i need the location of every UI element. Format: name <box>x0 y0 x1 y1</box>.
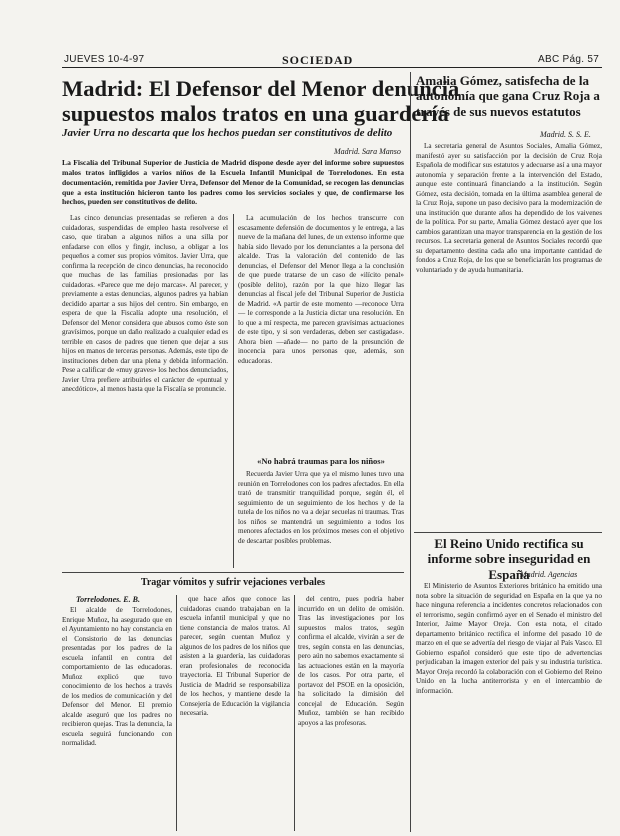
bottom-column-1-text: El alcalde de Torrelodones, Enrique Muñoz, ha asegurado que en el Ayuntamiento no hay constancia en el Consistorio de las denuncias presentadas por los padres de la escuela infantil en contra del comportamiento de las educadoras. Muñoz explicó que tuvo conocimiento de los hechos a través de los medios de comunicación y del Defensor del Menor. El premio alcalde aseguró que los padres no recibieron quejas. Tras la denuncia, la escuela seguirá funcionando con normalidad. <box>62 606 172 747</box>
right-column-divider <box>410 72 411 832</box>
main-column-2b <box>238 470 404 568</box>
main-headline-line1: Madrid: El Defensor del Menor denuncia <box>62 76 460 101</box>
bottom-column-3-text: del centro, pues podría haber incurrido en un delito de omisión. Tras las investigaciones por los supuestos malos tratos, según confirma el alcalde, vivirán a ser de tres, según consta en las denuncias, pero aún no sabemos exactamente si las actuaciones están en la mayoría de los casos. Por otra parte, el portavoz del PSOE en la oposición, ha solicitado la dimisión del concejal de Educación. Según Muñoz, también se han recibido apoyos a las profesoras. <box>298 595 404 727</box>
side1-body <box>416 142 602 530</box>
side1-body-text: La secretaria general de Asuntos Sociales, Amalia Gómez, manifestó ayer su satisfacción por la decisión de Cruz Roja Española de modificar sus estatutos y adecuarse así a una mayor autonomía y separación frente a la intervención del Estado, aunque este continuará financiando a la institución. Según Gómez, esta decisión, tomada en la última asamblea general de la Cruz Roja, supone un paso decisivo para la modernización de una institución que durante años ha dependido de los vaivenes de la política. Por su parte, Amalia Gómez destacó ayer que los cambios garantizan una mayor transparencia en la gestión de los recursos. La secretaria general de Asuntos Sociales recordó que su departamento destina cada año una importante cantidad de fondos a Cruz Roja, de los que se beneficiarán los programas de voluntariado y de ayuda humanitaria. <box>416 142 602 274</box>
main-byline: Madrid. Sara Manso <box>334 147 401 156</box>
bottom-column-3 <box>298 595 404 831</box>
inter-heading: Tragar vómitos y sufrir vejaciones verbales <box>140 577 326 588</box>
main-intro: La Fiscalía del Tribunal Superior de Justicia de Madrid dispone desde ayer del informe sobre supuestos malos tratos infligidos a varios niños de la Escuela Infantil Municipal de Torrelodones. En esta documentación, remitida por Javier Urra, Defensor del Menor de la Comunidad, se recogen las denuncias que a esta institución hicieron tanto los padres como los servicios sociales y que, de confirmarse los hechos, pueden ser constitutivos de delito. <box>62 158 404 207</box>
side2-headline: El Reino Unido rectifica su informe sobre inseguridad en España <box>427 536 591 582</box>
bottom-divider-1 <box>176 595 177 831</box>
bottom-column-1 <box>62 606 172 831</box>
side2-body <box>416 582 602 832</box>
side2-body-text: El Ministerio de Asuntos Exteriores británico ha emitido una nota sobre la situación de seguridad en España en la que ya no hace ninguna referencia a incidentes concretos relacionados con el terrorismo, según confirmó ayer en el Senado el ministro del Interior, Jaime Mayor Oreja. Con esta nota, el citado departamento británico rectifica el informe del pasado 10 de marzo en el que se advertía del riesgo de viajar al País Vasco. El Gobierno español consideró que este tipo de advertencias perjudicaban la imagen exterior del país y su industria turística. Mayor Oreja recordó la colaboración con el Gobierno del Reino Unido en la lucha antiterrorista y en el intercambio de información. <box>416 582 602 695</box>
page-date: JUEVES 10-4-97 <box>64 54 145 65</box>
side2-rule <box>414 532 602 533</box>
side1-headline: Amalia Gómez, satisfecha de la autonomía que gana Cruz Roja a través de sus nuevos estatutos <box>416 73 600 119</box>
header-rule <box>62 67 602 68</box>
bottom-byline: Torrelodones. E. B. <box>76 595 140 604</box>
inter-rule-top <box>62 572 404 573</box>
main-subhead: Javier Urra no descarta que los hechos puedan ser constitutivos de delito <box>62 127 393 139</box>
main-column-2-text: La acumulación de los hechos transcurre con escasamente defensión de documentos y le entrega, a las nueve de la mañana del lunes, de un extenso informe que había sido llevado por los denunciantes a la persona del alcalde. Tras la valoración del contenido de las denuncias, el Defensor del Menor llega a la conclusión de que puede tratarse de un caso de «ilícito penal» (posible delito), razón por la que hizo llegar las denuncias al fiscal jefe del Tribunal Superior de Justicia de Madrid. «A partir de este momento —reconoce Urra— le corresponde a la Justicia dictar una resolución. En lo que a mí respecta, me parecen gravísimas actuaciones de este tipo, y si son verdaderas, deben ser castigadas». Ahora bien —añade— no parto de la presunción de inocencia para unos personas que, además, son educadoras. <box>238 214 404 365</box>
bottom-column-2 <box>180 595 290 831</box>
bottom-divider-2 <box>294 595 295 831</box>
column-2-subheading: «No habrá traumas para los niños» <box>257 456 385 466</box>
bottom-column-2-text: que hace años que conoce las cuidadoras cuando trabajaban en la escuela infantil municipal y que no tiene constancia de malos tratos. Al parecer, según cuentan Muñoz y algunos de los padres de los niños que asisten a la guardería, las cuidadoras eran profesionales de reconocida trayectoria. El Tribunal Superior de Justicia de Madrid se responsabiliza de los hechos, y mantiene desde la Consejería de Educación la vigilancia necesaria. <box>180 595 290 717</box>
main-column-2b-text: Recuerda Javier Urra que ya el mismo lunes tuvo una reunión en Torrelodones con los padres afectados. En ella trató de transmitir tranquilidad porque, según él, el seguimiento de un seguimiento de los hechos y de la tutela de los niños no va a dejar secuelas ni traumas. Tras los niños se mantendrá un seguimiento a todos los menores afectados en los próximos meses con el objetivo de descartar posibles problemas. <box>238 470 404 545</box>
main-column-1-text: Las cinco denuncias presentadas se refieren a dos cuidadoras, suspendidas de empleo hasta resolverse el caso, que tiraban a algunos niños a una silla por enfadarse con ellos y fingir, incluso, a obligar a los pequeños a comer sus propios vómitos. Javier Urra, que confirma la recepción de cinco denuncias, ha reconocido que muchas de las familias presionadas por las cuidadoras. «Parece que me dejo marcas». Al parecer, y previamente a estas denuncias, algunos padres ya habían decidido apartar a sus hijos del centro. Sin embargo, en espera de que la Fiscalía adopte una resolución, el Defensor del Menor considera que abusos como éste son gravísimos, porque un daño realizado a cualquier edad es terrible en casos de padres que tienen que dejar a sus hijos en manos de terceras personas. Además, este tipo de instituciones deben dar una plena y debida información. Pese a calificar de «muy graves» los hechos denunciados, Javier Urra prefiere atribuirles el carácter de «puntual y anecdótico», al menos hasta que la Fiscalía se pronuncie. <box>62 214 228 393</box>
main-column-2 <box>238 214 404 452</box>
side1-byline: Madrid. S. S. E. <box>540 130 591 139</box>
main-headline-line2: supuestos malos tratos en una guardería <box>62 101 449 126</box>
page-number: ABC Pág. 57 <box>538 54 600 65</box>
main-column-1 <box>62 214 228 568</box>
column-divider <box>233 214 234 568</box>
section-title: SOCIEDAD <box>282 53 354 67</box>
side2-byline: Madrid. Agencias <box>520 570 578 579</box>
